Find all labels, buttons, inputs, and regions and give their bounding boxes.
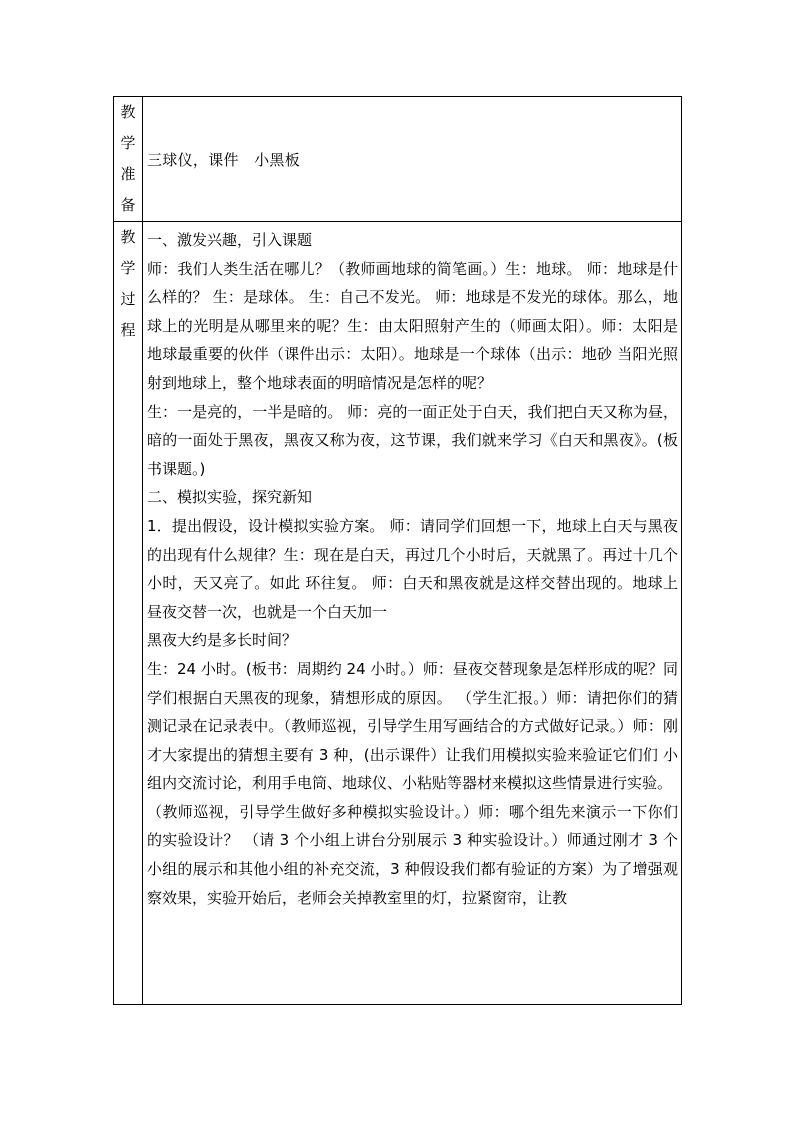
section-heading: 二、模拟实验，探究新知 [147,488,313,507]
label-char: 准 [120,165,136,183]
label-char: 程 [120,321,136,339]
lesson-plan-table [113,96,682,1005]
label-char: 教 [120,228,136,246]
teaching-preparation-label [114,97,143,222]
teaching-preparation-content [143,97,682,222]
label-char: 过 [120,290,136,308]
paragraph: 生：一是亮的，一半是暗的。 师：亮的一面正处于白天，我们把白天又称为昼，暗的一面处于黑夜，黑夜又称为夜，这节课，我们就来学习《白天和黑夜》。(板书课题。) [147,402,678,478]
section-heading: 一、激发兴趣，引入课题 [147,231,313,249]
label-char: 学 [120,134,136,152]
paragraph: 1．提出假设，设计模拟实验方案。 师：请同学们回想一下，地球上白天与黑夜的出现有什么规律？生：现在是白天，再过几个小时后，天就黑了。再过十几个小时，天又亮了。如此 环往复。 师：白天和黑夜就是这样交替出现的。地球上昼夜交替一次，也就是一个白天加一 [147,516,678,621]
paragraph: 黑夜大约是多长时间？ [147,631,298,650]
paragraph: 生：24 小时。(板书：周期约 24 小时。）师：昼夜交替现象是怎样形成的呢？同学们根据白天黑夜的现象，猜想形成的原因。 （学生汇报。）师：请把你们的猜测记录在记录表中。（教师巡视，引导学生用写画结合的方式做好记录。）师：刚才大家提出的猜想主要有 3 种，(出示课件）让我们用模拟实验来验证它们们 小组内交流讨论，利用手电筒、地球仪、小粘贴等器材来模拟这些情景进行实验。 [147,659,678,793]
teaching-process-content [143,222,682,1005]
preparation-text: 三球仪，课件 小黑板 [147,150,301,169]
teaching-process-row [114,222,682,1005]
paragraph: （教师巡视，引导学生做好多种模拟实验设计。）师：哪个组先来演示一下你们的实验设计？ （请 3 个小组上讲台分别展示 3 种实验设计。）师通过刚才 3 个小组的展示和其他小组的补充交流，3 种假设我们都有验证的方案）为了增强观察效果，实验开始后，老师会关掉教室里的灯，拉紧窗帘，让教 [147,802,678,907]
label-char: 学 [120,259,136,277]
teaching-preparation-row [114,97,682,222]
label-char: 教 [120,103,136,121]
label-char: 备 [120,196,136,214]
paragraph: 师：我们人类生活在哪儿？（教师画地球的简笔画。）生：地球。 师：地球是什么样的？ 生：是球体。 生：自己不发光。 师：地球是不发光的球体。那么，地球上的光明是从哪里来的呢？生：由太阳照射产生的（师画太阳）。师：太阳是地球最重要的伙伴（课件出示：太阳）。地球是一个球体（出示：地砂 当阳光照射到地球上，整个地球表面的明暗情况是怎样的呢？ [147,259,678,392]
teaching-process-label [114,222,143,1005]
